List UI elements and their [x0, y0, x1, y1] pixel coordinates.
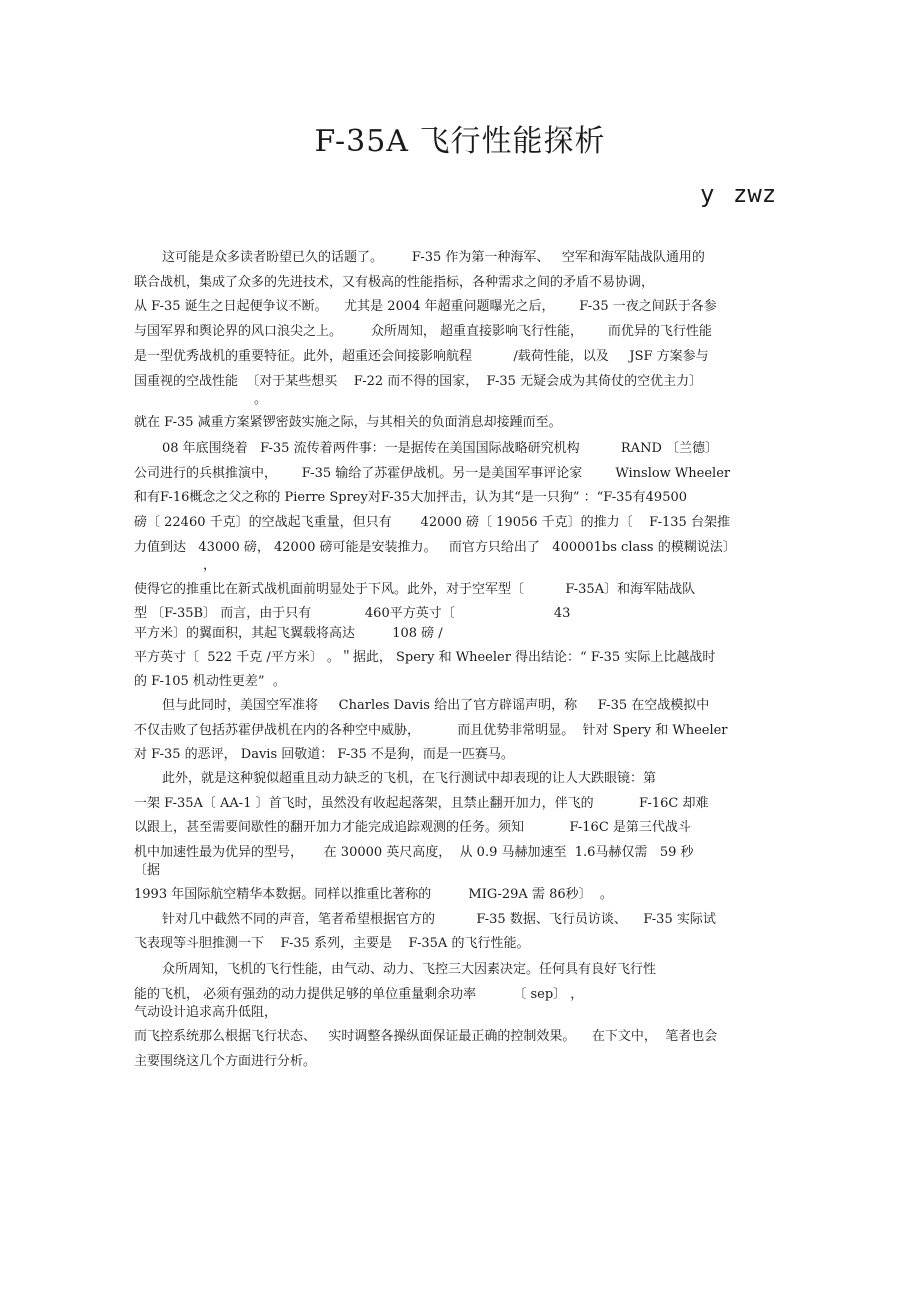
text-line: 这可能是众多读者盼望已久的话题了。 F-35 作为第一种海军、 空军和海军陆战队通用的 [162, 250, 705, 265]
text-line: 对 F-35 的恶评， Davis 回敬道： F-35 不是狗，而是一匹赛马。 [134, 747, 514, 762]
text-line: 。 [254, 392, 268, 407]
text-line: 就在 F-35 减重方案紧锣密鼓实施之际，与其相关的负面消息却接踵而至。 [134, 415, 562, 430]
text-line: 气动设计追求高升低阻， [134, 1005, 278, 1020]
text-line: 针对几中截然不同的声音，笔者希望根据官方的 F-35 数据、飞行员访谈、 F-35 实际试 [162, 912, 716, 927]
text-line: 以跟上，甚至需要间歇性的翻开加力才能完成追踪观测的任务。须知 F-16C 是第三代战斗 [134, 820, 691, 835]
text-line: 和有F-16概念之父之称的 Pierre Sprey对F-35大加抨击，认为其“是一只狗” ：“F-35有49500 [134, 490, 688, 505]
text-line: 飞表现等斗胆推测一下 F-35 系列，主要是 F-35A 的飞行性能。 [134, 936, 530, 951]
text-line: 08 年底围绕着 F-35 流传着两件事：一是据传在美国国际战略研究机构 RAND 〔兰德〕 [162, 441, 719, 456]
text-line: 公司进行的兵棋推演中， F-35 输给了苏霍伊战机。另一是美国军事评论家 Winslow Wheeler [134, 466, 731, 481]
text-line: 机中加速性最为优异的型号， 在 30000 英尺高度， 从 0.9 马赫加速至 1.6马赫仅需 59 秒 [134, 845, 694, 860]
page-title: F-35A 飞行性能探析 [314, 124, 606, 159]
text-line: 磅〔 22460 千克〕的空战起飞重量，但只有 42000 磅〔 19056 千克〕的推力〔 F-135 台架推 [134, 515, 730, 530]
text-line: 国重视的空战性能 〔对于某些想买 F-22 而不得的国家， F-35 无疑会成为其倚仗的空优主力〕 [134, 374, 703, 389]
text-line: 型 〔F-35B〕 而言，由于只有 460平方英寸〔 43 [134, 606, 571, 621]
text-line: 〔据 [134, 863, 161, 878]
author-name: y zwz [700, 180, 777, 208]
text-line: 与国军界和舆论界的风口浪尖之上。 众所周知， 超重直接影响飞行性能， 而优异的飞行性能 [134, 324, 712, 339]
text-line: 平方英寸〔 522 千克 /平方米〕 。＂据此， Spery 和 Wheeler 得出结论：“ F-35 实际上比越战时 [134, 650, 716, 665]
text-line: 使得它的推重比在新式战机面前明显处于下风。此外，对于空军型〔 F-35A〕和海军陆战队 [134, 582, 696, 597]
text-line: 力值到达 43000 磅， 42000 磅可能是安装推力。 而官方只给出了 400001bs class 的模糊说法〕 [134, 540, 736, 555]
text-line: 从 F-35 诞生之日起便争议不断。 尤其是 2004 年超重问题曝光之后， F-35 一夜之间跃于各参 [134, 299, 717, 314]
text-line: 但与此同时，美国空军准将 Charles Davis 给出了官方辟谣声明，称 F-35 在空战模拟中 [162, 698, 710, 713]
text-line: 是一型优秀战机的重要特征。此外，超重还会间接影响航程 /载荷性能，以及 JSF 方案参与 [134, 349, 709, 364]
text-line: 平方米〕的翼面积，其起飞翼载将高达 108 磅 / [134, 626, 443, 641]
text-line: 能的飞机， 必须有强劲的动力提供足够的单位重量剩余功率 〔 sep〕 ， [134, 987, 584, 1002]
text-line: 联合战机，集成了众多的先进技术，又有极高的性能指标，各种需求之间的矛盾不易协调， [134, 275, 655, 290]
text-line: 而飞控系统那么根据飞行状态、 实时调整各操纵面保证最正确的控制效果。 在下文中， 笔者也会 [134, 1029, 718, 1044]
text-line: 1993 年国际航空精华本数据。同样以推重比著称的 MIG-29A 需 86秒〕 。 [134, 887, 613, 902]
text-line: 不仅击败了包括苏霍伊战机在内的各种空中威胁， 而且优势非常明显。 针对 Spery 和 Wheeler [134, 723, 728, 738]
text-line: 此外，就是这种貌似超重且动力缺乏的飞机，在飞行测试中却表现的让人大跌眼镜：第 [162, 771, 657, 786]
text-line: 主要围绕这几个方面进行分析。 [134, 1054, 317, 1069]
text-line: 众所周知，飞机的飞行性能，由气动、动力、飞控三大因素决定。任何具有良好飞行性 [162, 962, 657, 977]
text-line: 的 F-105 机动性更差” 。 [134, 674, 286, 689]
text-line: ， [203, 558, 217, 573]
text-line: 一架 F-35A〔 AA-1 〕首飞时，虽然没有收起起落架，且禁止翻开加力，伴飞的 F-16C 却难 [134, 796, 709, 811]
